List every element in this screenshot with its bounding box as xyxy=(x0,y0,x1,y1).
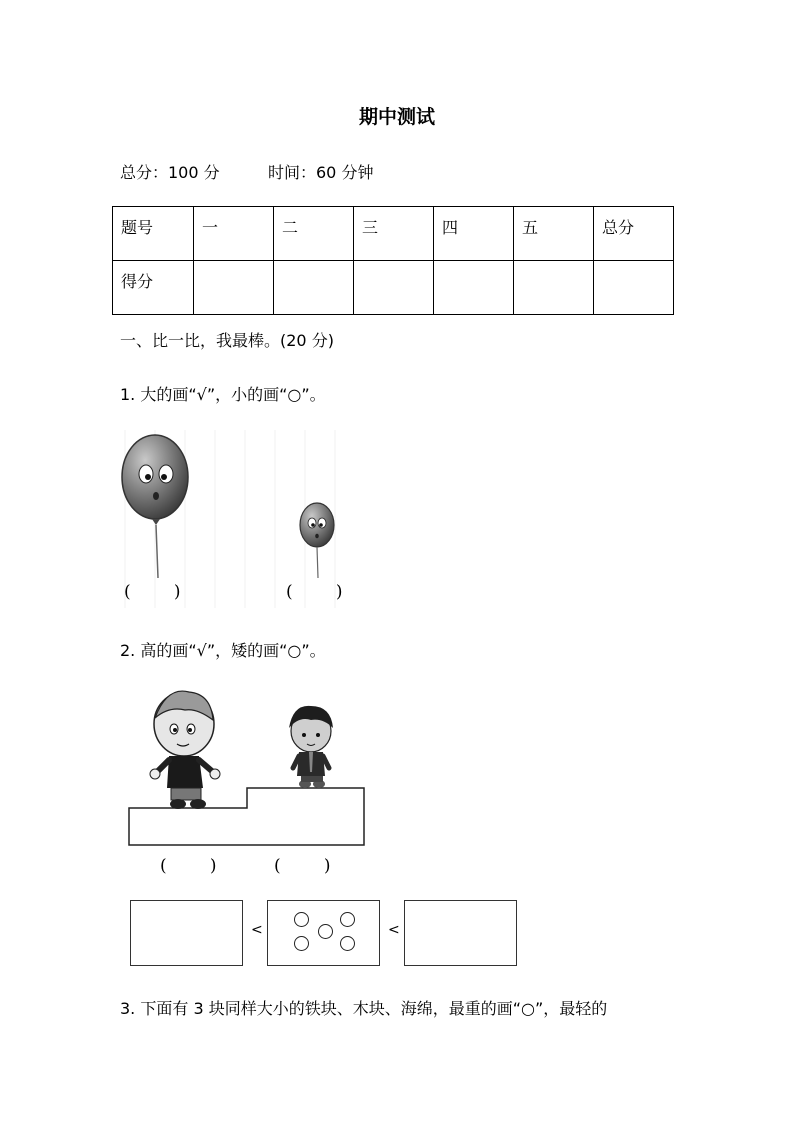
table-cell: 三 xyxy=(354,207,434,261)
table-cell: 总分 xyxy=(594,207,674,261)
time-limit: 时间：60 分钟 xyxy=(268,163,374,182)
answer-blank-small-balloon[interactable]: ( ) xyxy=(286,582,343,602)
table-cell: 一 xyxy=(194,207,274,261)
score-table-header-row xyxy=(113,207,674,261)
children-on-steps-illustration xyxy=(127,684,367,854)
score-blank-cell[interactable] xyxy=(274,261,354,315)
table-cell: 五 xyxy=(514,207,594,261)
score-blank-cell[interactable] xyxy=(434,261,514,315)
page-title: 期中测试 xyxy=(358,106,435,128)
table-cell: 得分 xyxy=(113,261,194,315)
circle-icon xyxy=(340,936,355,951)
table-cell: 二 xyxy=(274,207,354,261)
score-table xyxy=(112,206,674,315)
score-blank-cell[interactable] xyxy=(354,261,434,315)
less-than-sign-2: < xyxy=(388,922,400,938)
score-blank-cell[interactable] xyxy=(514,261,594,315)
table-cell: 四 xyxy=(434,207,514,261)
score-blank-cell[interactable] xyxy=(194,261,274,315)
question-1: 1. 大的画“√”，小的画“○”。 xyxy=(120,385,326,404)
left-answer-box[interactable] xyxy=(130,900,243,966)
answer-blank-big-balloon[interactable]: ( ) xyxy=(124,582,181,602)
total-score: 总分：100 分 xyxy=(120,163,220,182)
question-3: 3. 下面有 3 块同样大小的铁块、木块、海绵，最重的画“○”，最轻的 xyxy=(120,999,608,1018)
circle-icon xyxy=(340,912,355,927)
question-2: 2. 高的画“√”，矮的画“○”。 xyxy=(120,641,326,660)
less-than-sign-1: < xyxy=(251,922,263,938)
right-answer-box[interactable] xyxy=(404,900,517,966)
answer-blank-tall-boy[interactable]: ( ) xyxy=(160,856,217,876)
circle-icon xyxy=(294,912,309,927)
section1-heading: 一、比一比，我最棒。(20 分) xyxy=(120,331,334,350)
score-blank-cell[interactable] xyxy=(594,261,674,315)
answer-blank-short-boy[interactable]: ( ) xyxy=(274,856,331,876)
circles-box xyxy=(267,900,380,966)
circle-icon xyxy=(318,924,333,939)
score-table-score-row xyxy=(113,261,674,315)
circle-icon xyxy=(294,936,309,951)
table-cell: 题号 xyxy=(113,207,194,261)
